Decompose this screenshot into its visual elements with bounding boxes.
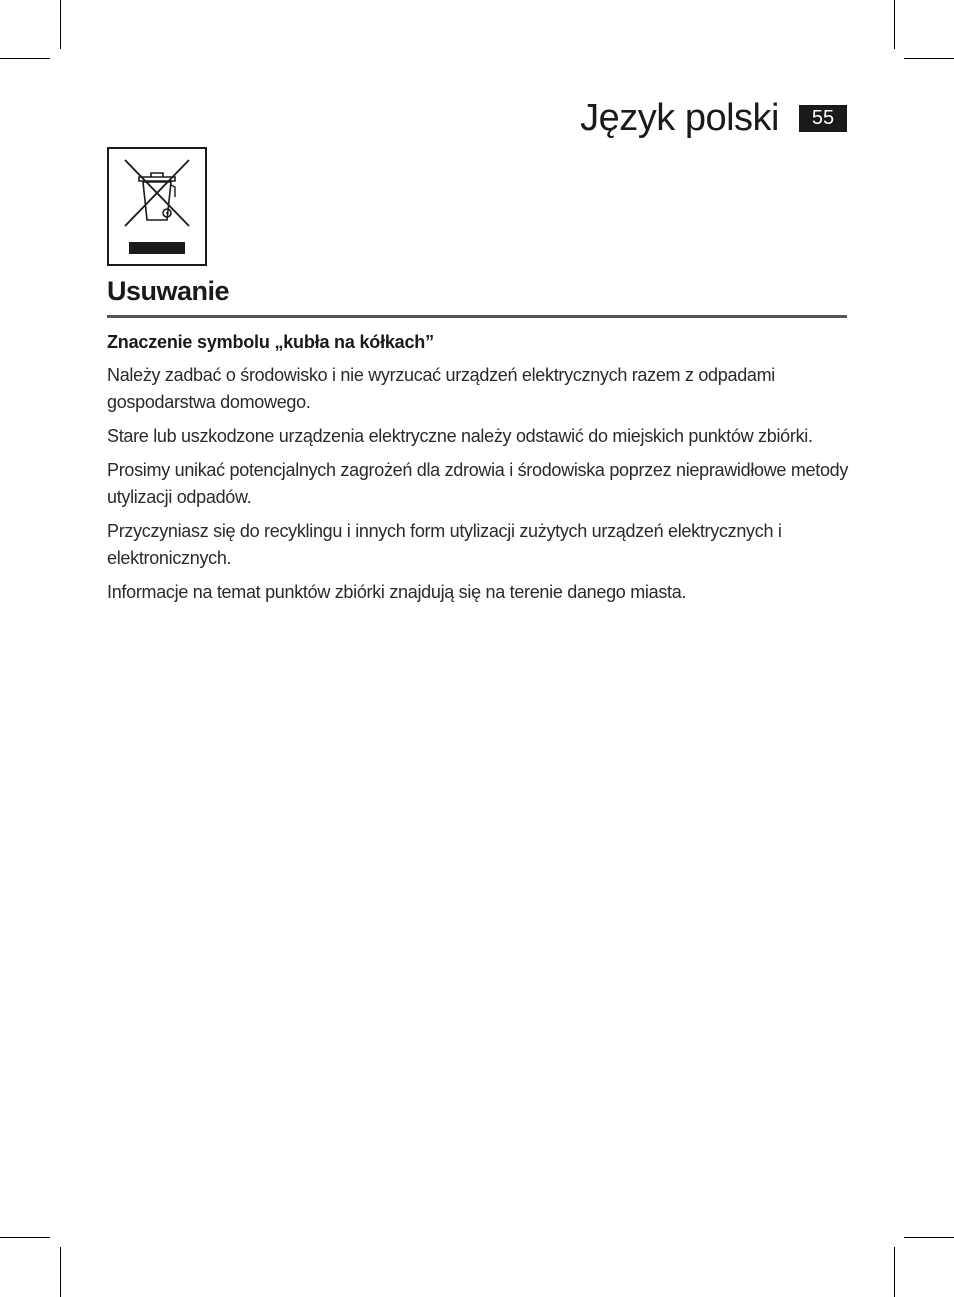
paragraph: Informacje na temat punktów zbiórki znajdują się na terenie danego miasta. bbox=[107, 582, 687, 602]
section-subtitle: Znaczenie symbolu „kubła na kółkach” bbox=[107, 332, 434, 352]
page-number: 55 bbox=[799, 105, 847, 132]
section-divider bbox=[107, 315, 847, 318]
crop-mark bbox=[0, 1237, 50, 1238]
section-content bbox=[107, 330, 852, 613]
paragraph: Należy zadbać o środowisko i nie wyrzucać urządzeń elektrycznych razem z odpadami gospodarstwa domowego. bbox=[107, 365, 776, 412]
crop-mark bbox=[60, 1247, 61, 1297]
paragraph: Przyczyniasz się do recyklingu i innych form utylizacji zużytych urządzeń elektrycznych i elektronicznych. bbox=[107, 521, 782, 568]
crop-mark bbox=[894, 0, 895, 49]
crop-mark bbox=[0, 58, 50, 59]
paragraph: Stare lub uszkodzone urządzenia elektryczne należy odstawić do miejskich punktów zbiórki. bbox=[107, 426, 813, 446]
page-header bbox=[580, 96, 847, 140]
weee-symbol bbox=[107, 147, 207, 266]
crop-mark bbox=[894, 1247, 895, 1297]
language-title: Język polski bbox=[580, 97, 779, 139]
crop-mark bbox=[904, 58, 954, 59]
crop-mark bbox=[60, 0, 61, 49]
paragraph: Prosimy unikać potencjalnych zagrożeń dla zdrowia i środowiska poprzez nieprawidłowe metody utylizacji odpadów. bbox=[107, 460, 849, 507]
crop-mark bbox=[904, 1237, 954, 1238]
section-title: Usuwanie bbox=[107, 276, 230, 306]
crossed-out-wheelie-bin-icon bbox=[109, 149, 205, 264]
